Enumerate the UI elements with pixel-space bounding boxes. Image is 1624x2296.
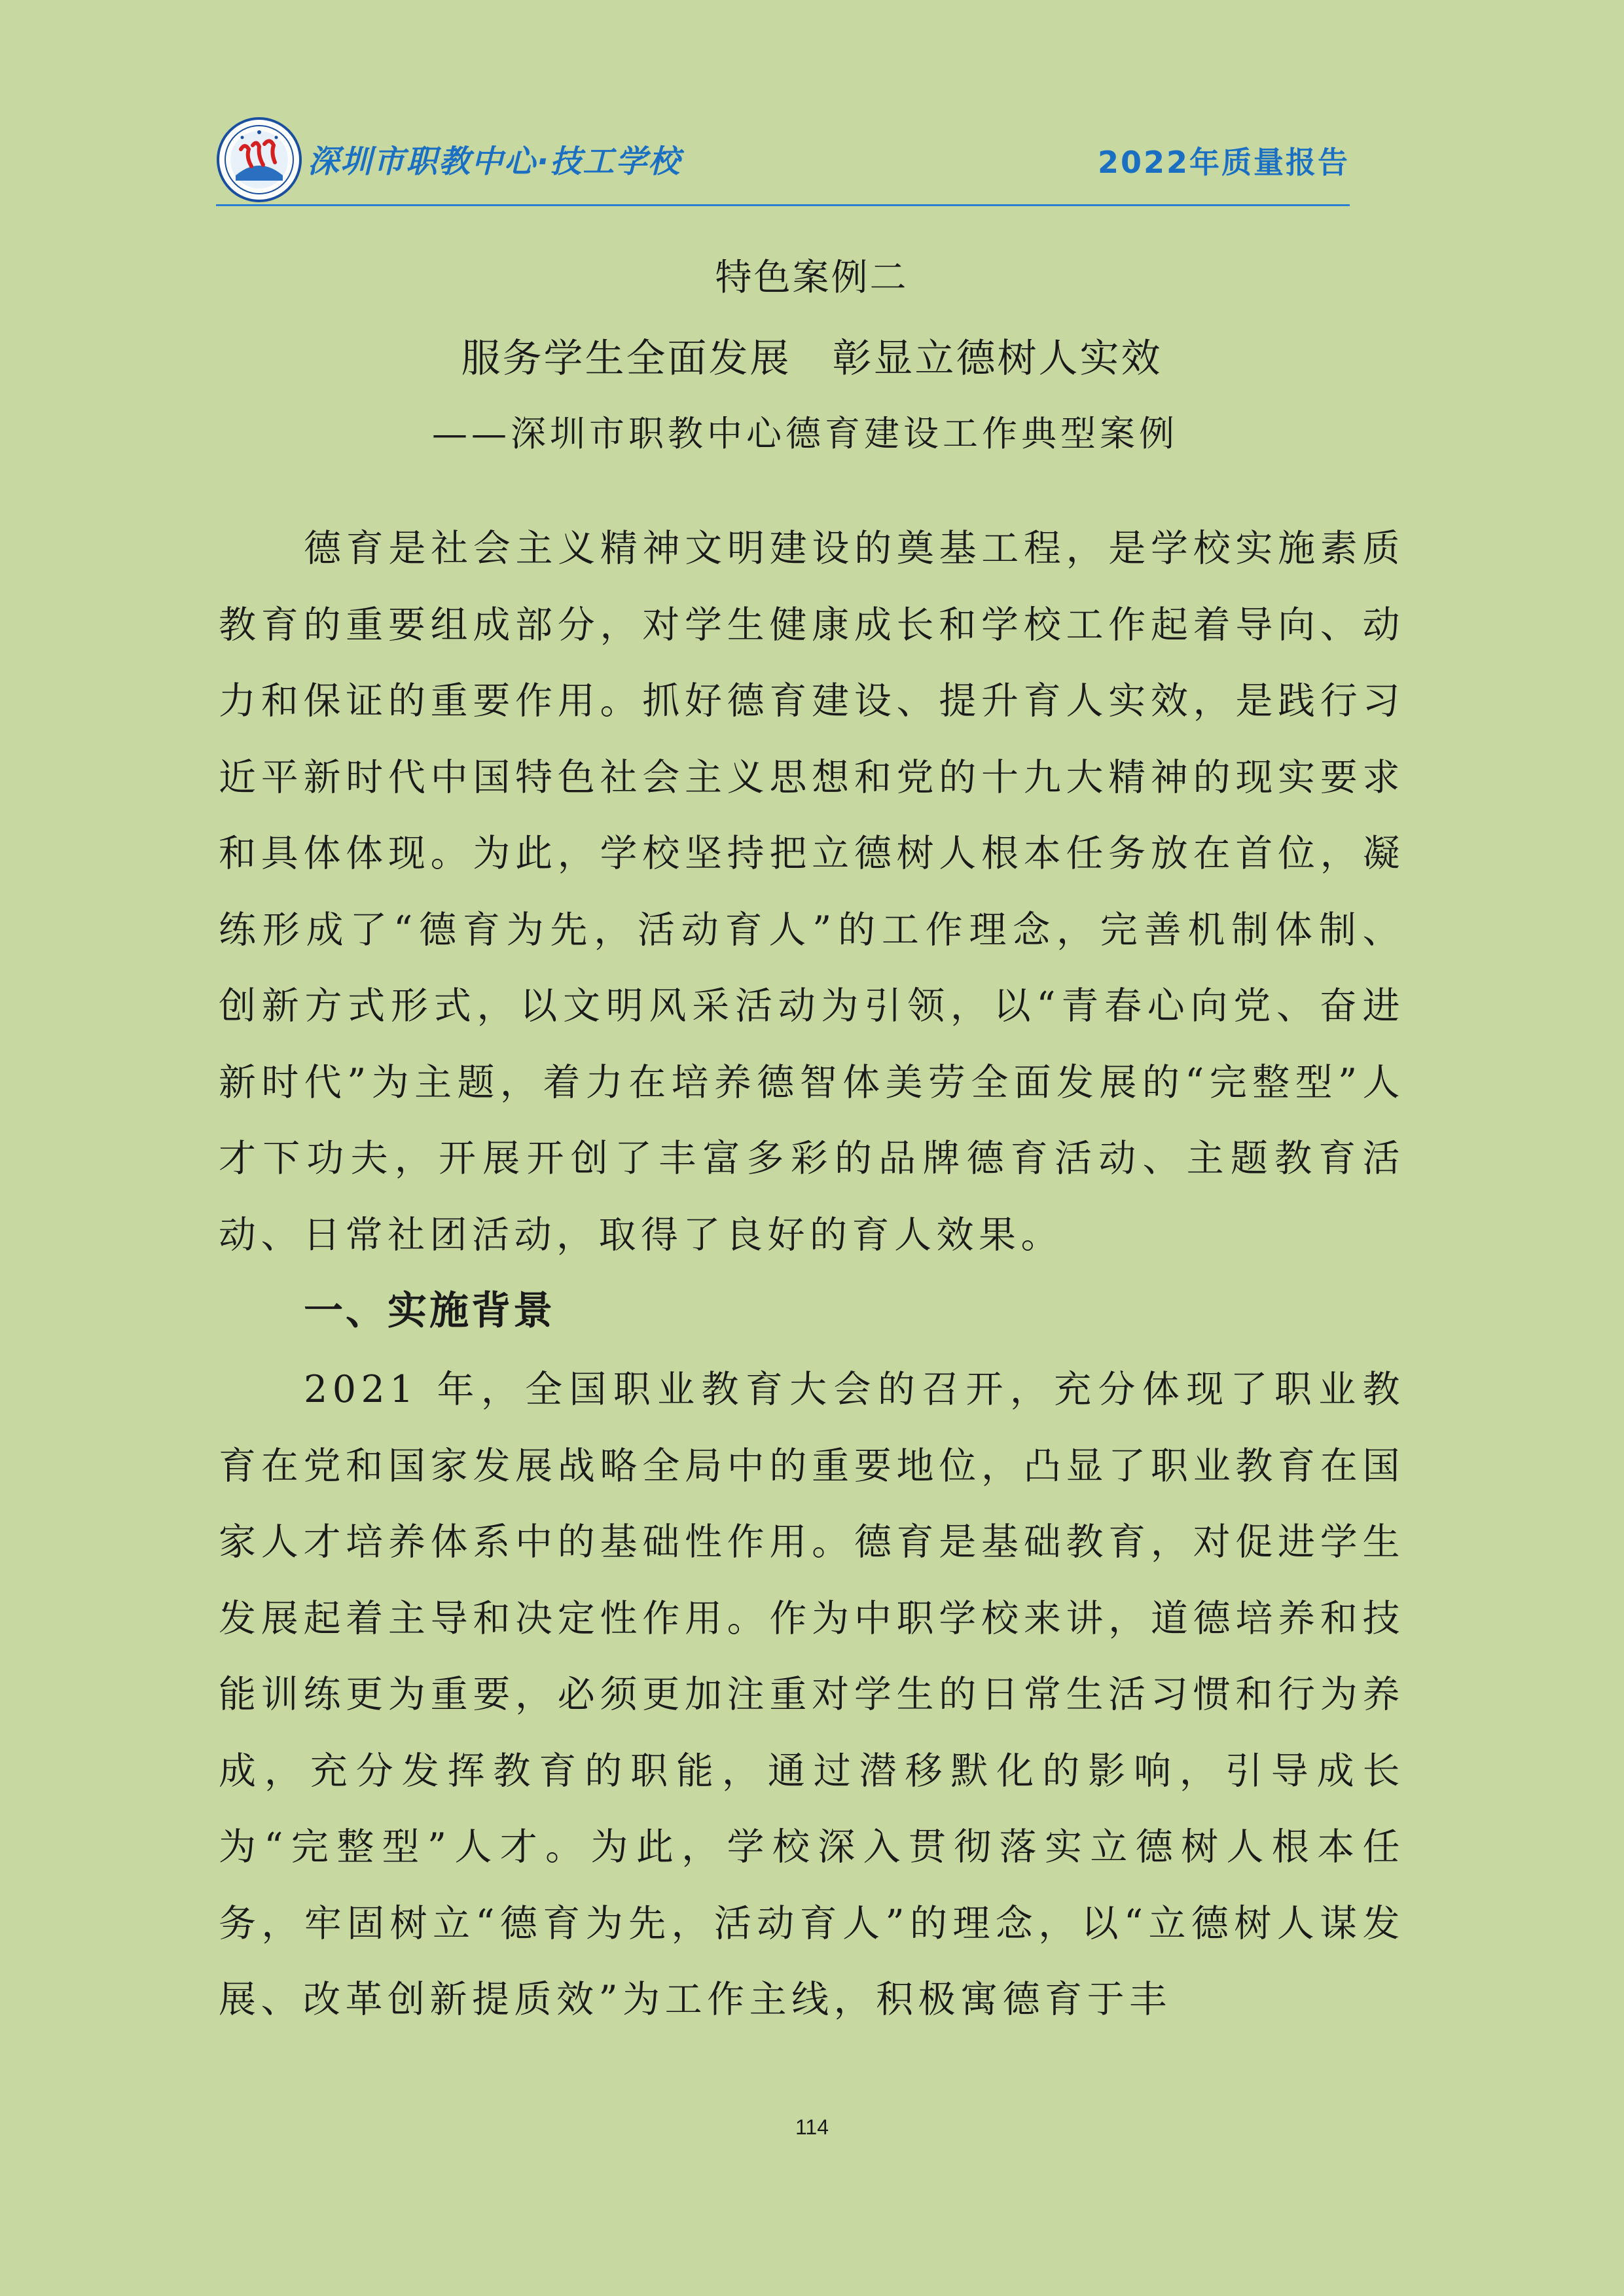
intro-paragraph: 德育是社会主义精神文明建设的奠基工程，是学校实施素质教育的重要组成部分，对学生健康成长和学校工作起着导向、动力和保证的重要作用。抓好德育建设、提升育人实效，是践行习近平新时代中国特色社会主义思想和党的十九大精神的现实要求和具体体现。为此，学校坚持把立德树人根本任务放在首位，凝练形成了“德育为先，活动育人”的工作理念，完善机制体制、创新方式形式，以文明风采活动为引领，以“青春心向党、奋进新时代”为主题，着力在培养德智体美劳全面发展的“完整型”人才下功夫，开展开创了丰富多彩的品牌德育活动、主题教育活动、日常社团活动，取得了良好的育人效果。	[219, 527, 1405, 1257]
header-divider	[216, 204, 1350, 206]
sub-title: ——深圳市职教中心德育建设工作典型案例	[432, 413, 1178, 454]
school-name: 深圳市职教中心·技工学校	[308, 143, 681, 180]
page-header	[216, 117, 1350, 206]
school-emblem-icon	[216, 117, 302, 203]
main-title: 服务学生全面发展 彰显立德树人实效	[461, 336, 1163, 382]
case-title: 特色案例二	[715, 257, 909, 299]
background-paragraph: 2021 年，全国职业教育大会的召开，充分体现了职业教育在党和国家发展战略全局中的重要地位，凸显了职业教育在国家人才培养体系中的基础性作用。德育是基础教育，对促进学生发展起着主导和决定性作用。作为中职学校来讲，道德培养和技能训练更为重要，必须更加注重对学生的日常生活习惯和行为养成，充分发挥教育的职能，通过潜移默化的影响，引导成长为“完整型”人才。为此，学校深入贯彻落实立德树人根本任务，牢固树立“德育为先，活动育人”的理念，以“立德树人谋发展、改革创新提质效”为工作主线，积极寓德育于丰	[219, 1368, 1405, 2021]
section-heading: 一、实施背景	[304, 1288, 555, 1334]
report-title: 2022年质量报告	[1097, 145, 1350, 180]
page-number: 114	[795, 2115, 829, 2139]
